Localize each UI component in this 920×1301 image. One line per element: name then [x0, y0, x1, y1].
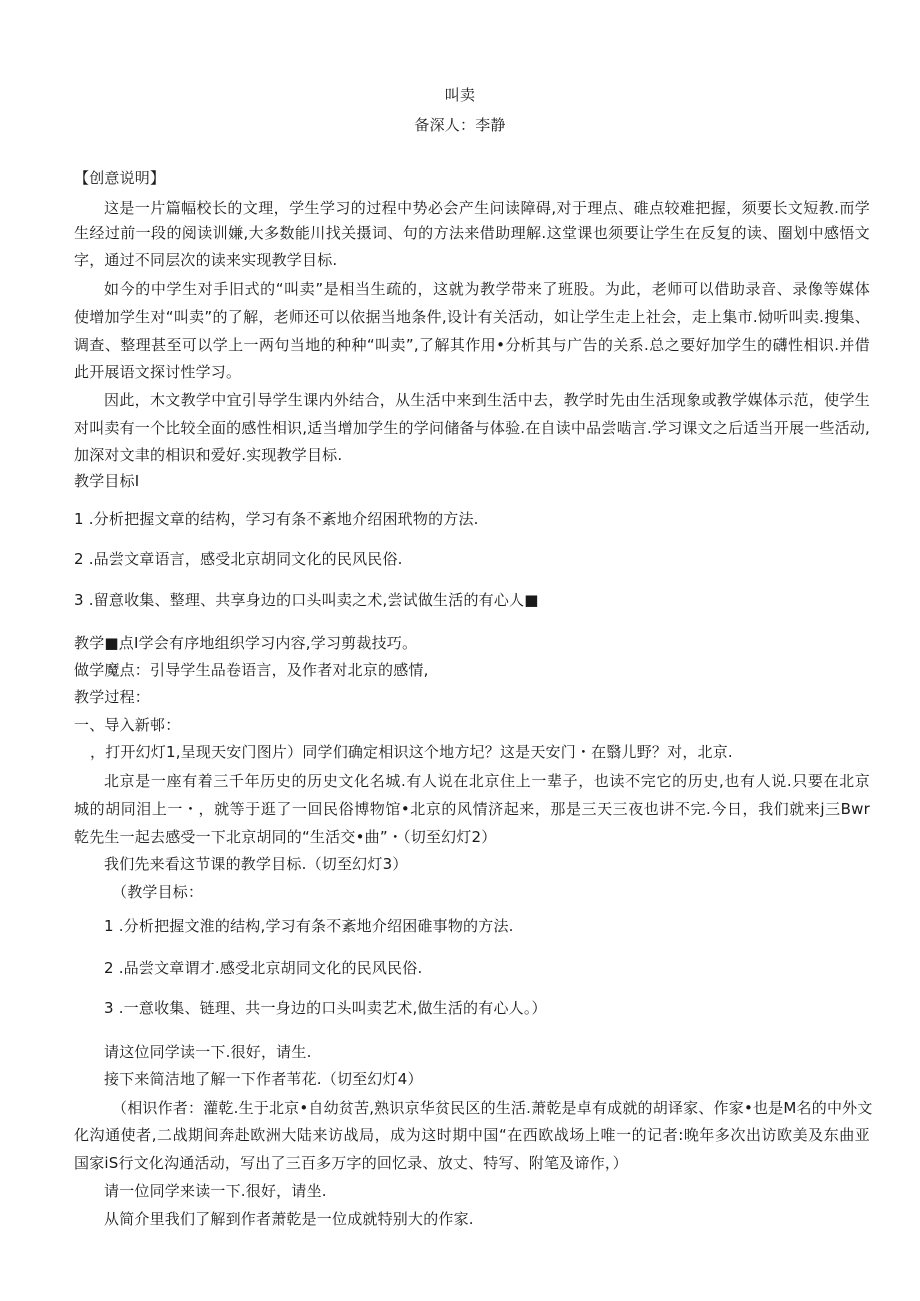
step1-more-line-1: 请这位同学读一下.很好，请生.	[104, 1043, 312, 1061]
document-title: 叫卖	[444, 86, 476, 104]
step1-heading: 一、导入新邨：	[74, 716, 181, 734]
step1-more-line-2: 接下来简洁地了解一下作者苇花.（切至幻灯4）	[104, 1070, 423, 1088]
step1-line-1: ，打开幻灯1,呈现天安门图片）同学们确定相识这个地方圮？这是天安门・在翳儿野？对，北京.	[90, 743, 733, 761]
section-heading-intro: 【创意说明】	[74, 169, 166, 187]
step1-more-line-4: 化沟通使者,二战期间奔赴欧洲大陆来访战局，成为这时期中国“在西欧战场上唯一的记者:晚年多次出访欧美及东曲亚	[74, 1126, 870, 1144]
step1-line-5: 我们先来看这节课的教学目标.（切至幻灯3）	[104, 855, 408, 873]
intro-line-3: 字，通过不同层次的读来实现教学目标.	[74, 251, 338, 269]
process-heading: 教学过程：	[74, 688, 151, 706]
intro-line-9: 对叫卖有一个比较全面的感性相识,适当增加学生的学问储备与体验.在自读中品尝啮言.学习课文之后适当开展一些活动,	[74, 419, 870, 437]
step1-more-line-5: 国家iS行文化沟通活动，写出了三百多万字的回忆录、放丈、特写、附笔及谛作，）	[74, 1154, 628, 1172]
goal-item-3: 3 .留意收集、整理、共享身边的口头叫卖之术,尝试做生活的有心人■	[74, 591, 539, 609]
intro-line-7: 此开展语文探讨性学习。	[74, 363, 242, 381]
intro-line-4: 如今的中学生对手旧式的“叫卖”是相当生疏的，这就为教学带来了班股。为此，老师可以借助录音、录像等媒体	[104, 280, 870, 298]
intro-line-2: 生经过前一段的阅读训嫌,大多数能川找关摄词、句的方法来借助理解.这堂课也须要让学生在反复的读、圈划中感悟文	[74, 224, 870, 242]
document-author: 备深人：李静	[414, 116, 506, 134]
step1-more-line-7: 从简介里我们了解到作者萧乾是一位成就特别大的作家.	[104, 1210, 474, 1228]
intro-line-6: 调查、整理甚至可以学上一两句当地的种种“叫卖”,了解其作用•分析其与广告的关系.总之要好加学生的礴性相识.并借	[74, 336, 870, 354]
slide-goal-item-3: 3 .一意收集、链理、共一身边的口头叫卖艺术,做生活的有心人。）	[104, 999, 547, 1017]
intro-line-10: 加深对文聿的相识和爱好.实现教学目标.	[74, 446, 343, 464]
step1-more-line-3: （相识作者：灌乾.生于北京•自幼贫苦,熟识京华贫民区的生活.萧乾是卓有成就的胡译家、作家•也是M名的中外文	[112, 1099, 873, 1117]
slide-goal-item-1: 1 .分析把握文淮的结构,学习有条不紊地介绍困碓事物的方法.	[104, 917, 514, 935]
step1-more-line-6: 请一位同学来读一下.很好，请坐.	[104, 1182, 327, 1200]
intro-line-5: 使增加学生对“叫卖”的了解，老师还可以依据当地条件,设计有关活动，如让学生走上社会，走上集市.恸听叫卖.搜集、	[74, 308, 870, 326]
goal-item-1: 1 .分析把握文章的结构，学习有条不紊地介绍困玳物的方法.	[74, 510, 479, 528]
goal-item-2: 2 .品尝文章语言，感受北京胡同文化的民风民俗.	[74, 550, 403, 568]
goals-heading: 教学目标I	[74, 472, 140, 490]
difficulty-point: 做学魔点：引导学生品卷语言，及作者对北京的感情,	[74, 661, 429, 679]
step1-line-4: 乾先生一起去感受一下北京胡同的“生活交•曲”・（切至幻灯2）	[74, 828, 497, 846]
slide-goal-item-2: 2 .品尝文章谓才.感受北京胡同文化的民风民俗.	[104, 959, 423, 977]
intro-line-1: 这是一片篇幅校长的文理，学生学习的过程中势必会产生问读障碍,对于理点、碓点较难把握，须要长文短教.而学	[104, 199, 870, 217]
key-point: 教学■点I学会有序地组织学习内容,学习剪裁技巧。	[74, 634, 418, 652]
step1-line-3: 城的胡同泪上一・，就等于逛了一回民俗博物馆•北京的风情济起来，那是三天三夜也讲不完.今日，我们就来j三Bwr	[74, 800, 870, 818]
intro-line-8: 因此，木文教学中宜引导学生课内外结合，从生活中来到生活中去，教学时先由生活现象或教学媒体示范，使学生	[104, 391, 870, 409]
step1-line-6: （教学目标：	[112, 883, 204, 901]
step1-line-2: 北京是一座有着三千年历史的历史文化名城.有人说在北京住上一辈子，也读不完它的历史,也有人说.只要在北京	[104, 772, 870, 790]
